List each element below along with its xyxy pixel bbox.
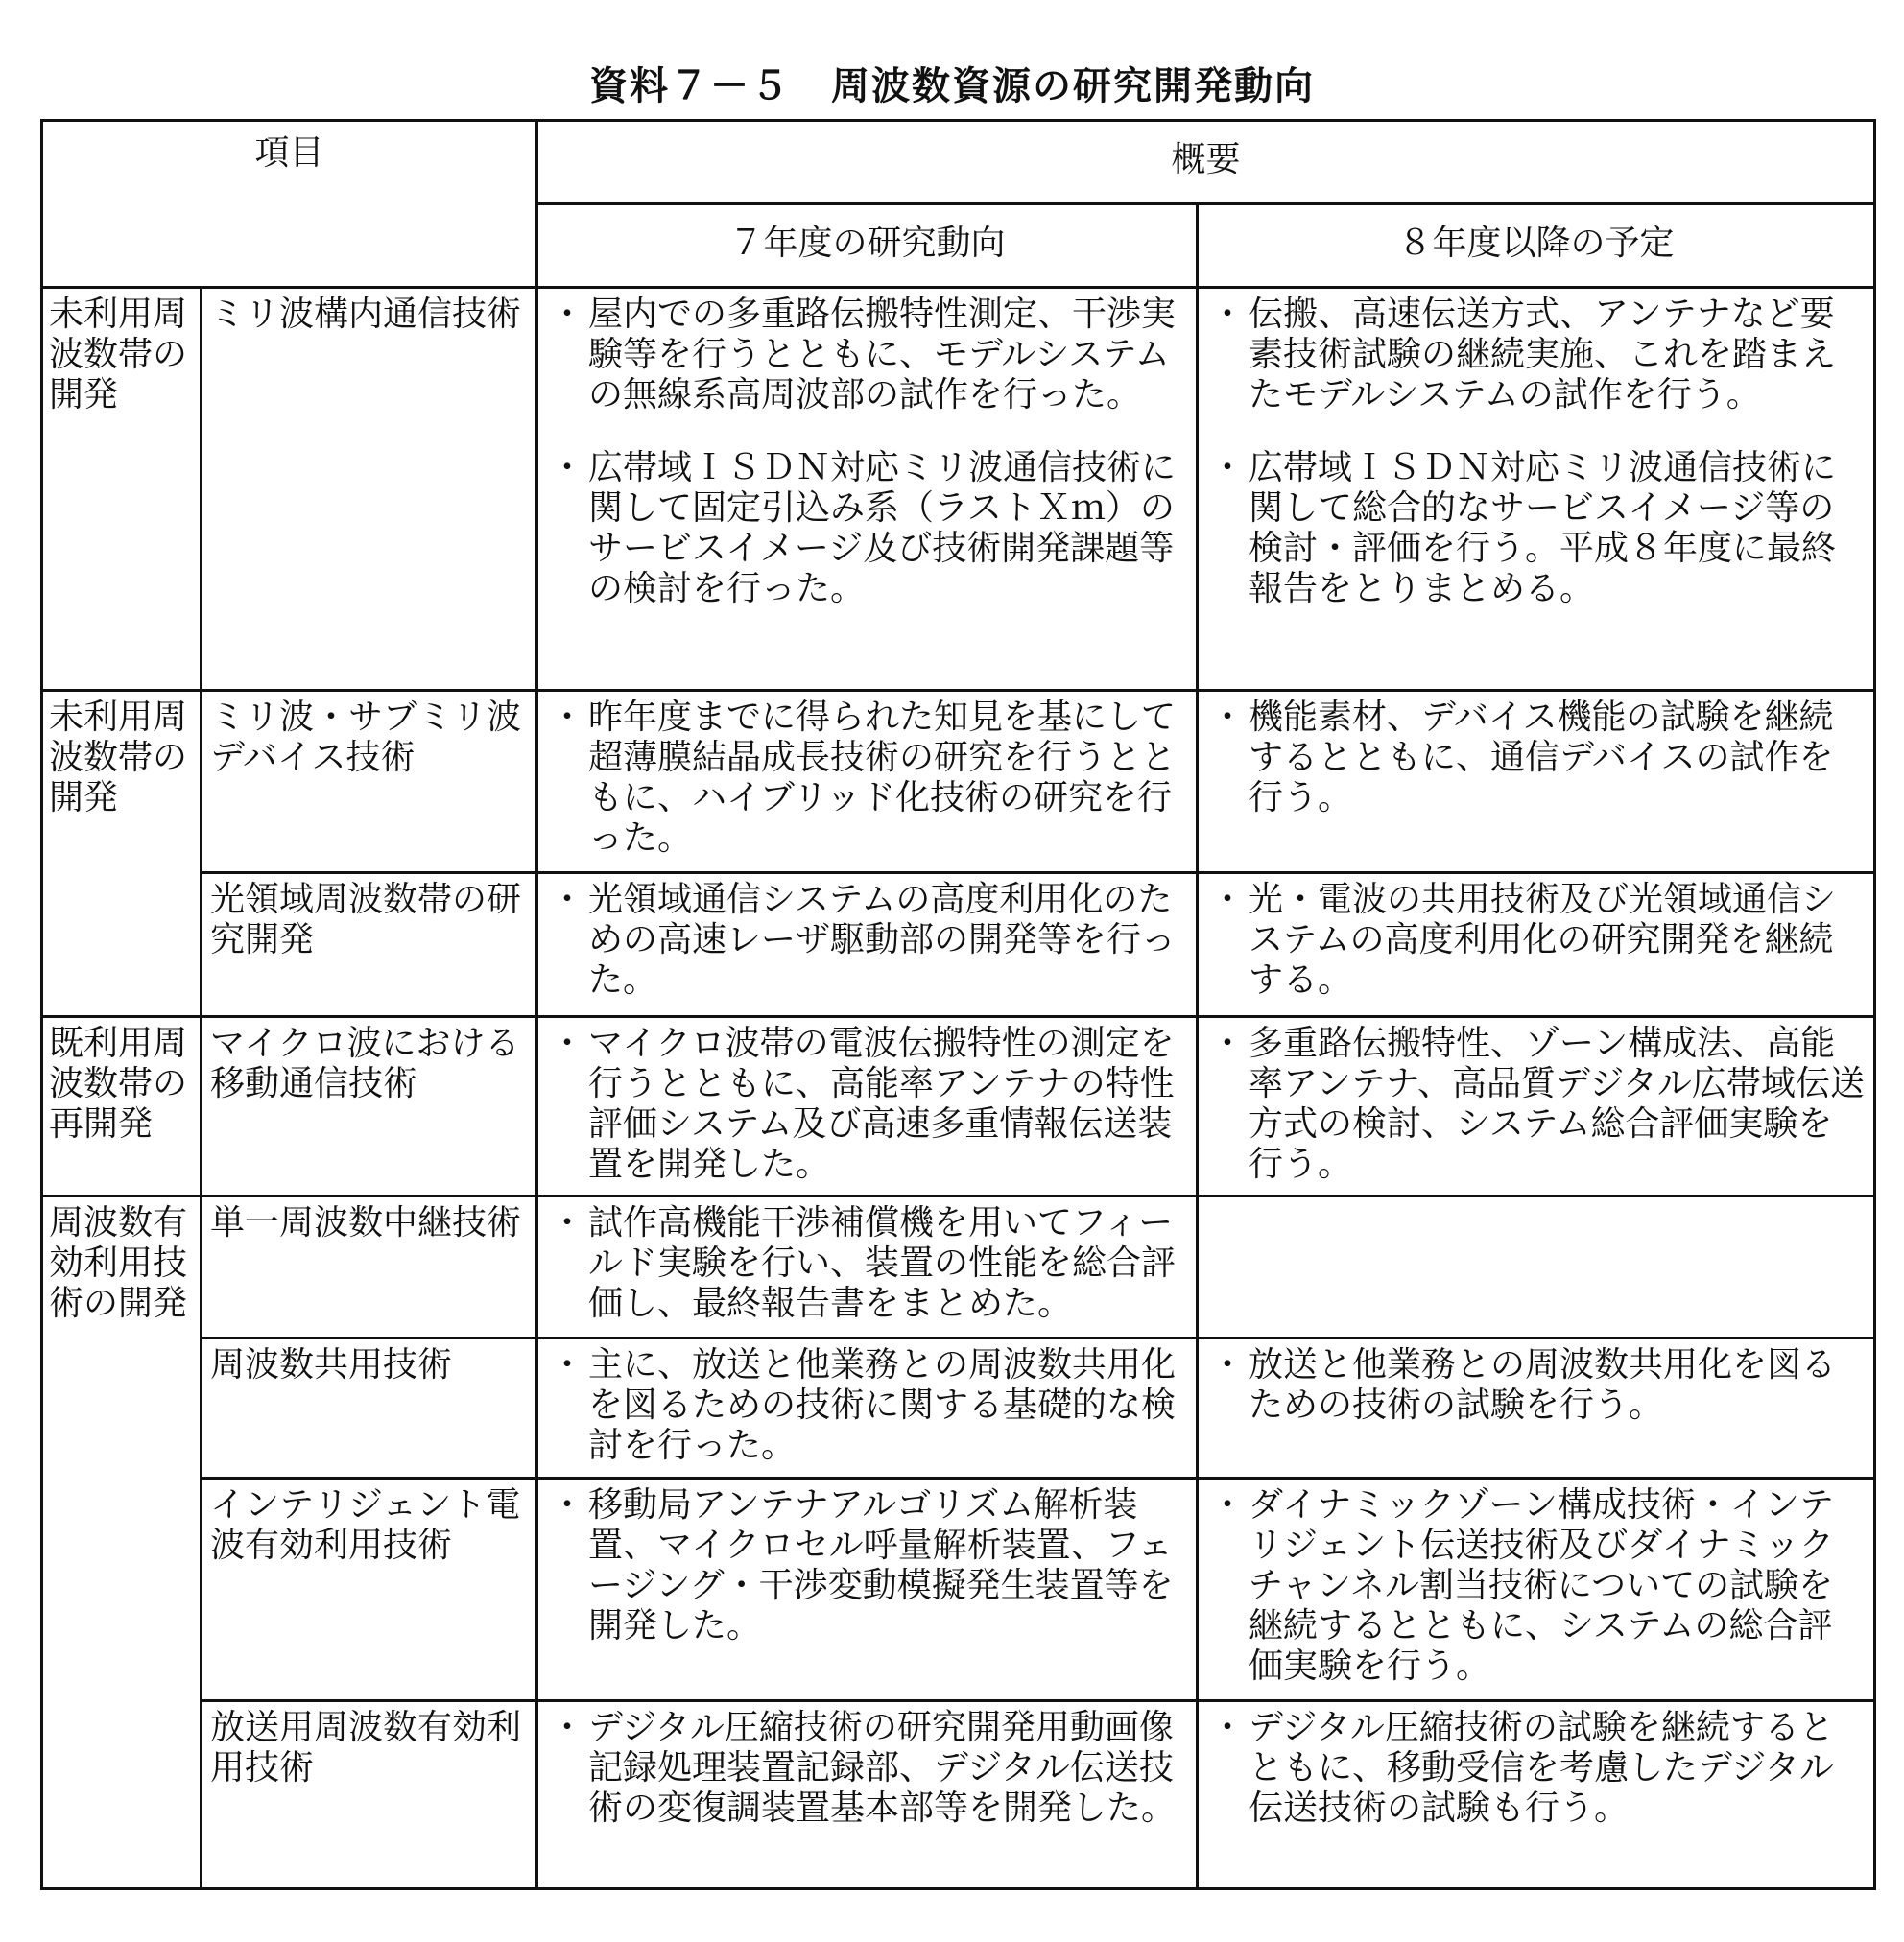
fy8-cell	[1198, 1338, 1875, 1479]
table-row	[42, 1017, 1875, 1196]
bullet-text: 主に、放送と他業務との周波数共用化を図るための技術に関する基礎的な検討を行った。	[588, 1345, 1177, 1465]
table-row	[42, 1479, 1875, 1701]
fy8-cell-empty	[1198, 1196, 1875, 1338]
bullet-text: マイクロ波帯の電波伝搬特性の測定を行うとともに、高能率アンテナの特性評価システム及び高速多重情報伝送装置を開発した。	[588, 1024, 1175, 1184]
bullet-entry	[546, 1708, 1188, 1829]
bullet-mark: ・	[550, 1708, 585, 1747]
category-cell: 周波数有効利用技術の開発	[42, 1196, 202, 1889]
bullet-entry	[1206, 1024, 1866, 1185]
bullet-mark: ・	[1210, 1345, 1246, 1385]
bullet-text: ダイナミックゾーン構成技術・インテリジェント伝送技術及びダイナミックチャンネル割当技術についての試験を継続するとともに、システムの総合評価実験を行う。	[1249, 1485, 1834, 1686]
fy8-cell	[1198, 873, 1875, 1017]
bullet-text: 多重路伝搬特性、ゾーン構成法、高能率アンテナ、高品質デジタル広帯域伝送方式の検討、システム総合評価実験を行う。	[1249, 1024, 1865, 1184]
bullet-text: 放送と他業務との周波数共用化を図るための技術の試験を行う。	[1249, 1345, 1837, 1425]
bullet-entry	[1206, 698, 1866, 818]
bullet-mark: ・	[550, 1345, 585, 1385]
bullet-text: 広帯域ＩＳＤＮ対応ミリ波通信技術に関して総合的なサービスイメージ等の検討・評価を行う。平成８年度に最終報告をとりまとめる。	[1249, 448, 1837, 608]
table-row	[42, 288, 1875, 691]
fy7-cell	[537, 873, 1198, 1017]
bullet-mark: ・	[1210, 1024, 1246, 1063]
item-cell: マイクロ波における移動通信技術	[202, 1017, 537, 1196]
fy8-cell	[1198, 1017, 1875, 1196]
bullet-text: デジタル圧縮技術の試験を継続するとともに、移動受信を考慮したデジタル伝送技術の試験も行う。	[1249, 1708, 1834, 1828]
bullet-mark: ・	[550, 880, 585, 919]
category-cell: 既利用周波数帯の再開発	[42, 1017, 202, 1196]
bullet-text: 屋内での多重路伝搬特性測定、干渉実験等を行うとともに、モデルシステムの無線系高周波部の試作を行った。	[588, 295, 1177, 414]
bullet-entry	[546, 1345, 1188, 1466]
item-cell: 単一周波数中継技術	[202, 1196, 537, 1338]
bullet-text: 移動局アンテナアルゴリズム解析装置、マイクロセル呼量解析装置、フェージング・干渉変動模擬発生装置等を開発した。	[588, 1485, 1174, 1646]
bullet-mark: ・	[1210, 880, 1246, 919]
table-row	[42, 1701, 1875, 1889]
bullet-mark: ・	[550, 1024, 585, 1063]
fy7-cell	[537, 288, 1198, 691]
bullet-mark: ・	[1210, 1485, 1246, 1525]
header-fy7: ７年度の研究動向	[537, 204, 1198, 288]
bullet-entry	[1206, 1485, 1866, 1687]
table-row	[42, 1338, 1875, 1479]
bullet-text: デジタル圧縮技術の研究開発用動画像記録処理装置記録部、デジタル伝送技術の変復調装置基本部等を開発した。	[588, 1708, 1177, 1828]
fy8-cell	[1198, 691, 1875, 873]
bullet-mark: ・	[550, 295, 585, 334]
bullet-entry	[546, 448, 1188, 609]
bullet-entry	[546, 1485, 1188, 1646]
item-cell: ミリ波構内通信技術	[202, 288, 537, 691]
bullet-text: 光領域通信システムの高度利用化のための高速レーザ駆動部の開発等を行った。	[588, 880, 1177, 1000]
item-cell: ミリ波・サブミリ波デバイス技術	[202, 691, 537, 873]
bullet-entry	[546, 880, 1188, 1001]
fy8-cell	[1198, 288, 1875, 691]
header-overview: 概要	[537, 121, 1875, 204]
bullet-entry	[1206, 448, 1866, 609]
fy7-cell	[537, 1196, 1198, 1338]
header-item: 項目	[42, 121, 537, 288]
bullet-mark: ・	[1210, 1708, 1246, 1747]
bullet-mark: ・	[1210, 295, 1246, 334]
fy7-cell	[537, 1479, 1198, 1701]
bullet-text: 試作高機能干渉補償機を用いてフィールド実験を行い、装置の性能を総合評価し、最終報告書をまとめた。	[588, 1203, 1177, 1323]
fy7-cell	[537, 1338, 1198, 1479]
fy8-cell	[1198, 1479, 1875, 1701]
fy8-cell	[1198, 1701, 1875, 1889]
bullet-entry	[546, 295, 1188, 415]
bullet-text: 昨年度までに得られた知見を基にして超薄膜結晶成長技術の研究を行うとともに、ハイブリッド化技術の研究を行った。	[588, 698, 1177, 858]
bullet-entry	[546, 1024, 1188, 1185]
bullet-entry	[546, 1203, 1188, 1324]
bullet-mark: ・	[550, 1203, 585, 1243]
table-row	[42, 873, 1875, 1017]
fy7-cell	[537, 1017, 1198, 1196]
item-cell: 放送用周波数有効利用技術	[202, 1701, 537, 1889]
category-cell: 未利用周波数帯の開発	[42, 288, 202, 691]
bullet-entry	[546, 698, 1188, 859]
bullet-entry	[1206, 1708, 1866, 1829]
header-fy8: ８年度以降の予定	[1198, 204, 1875, 288]
bullet-entry	[1206, 1345, 1866, 1426]
research-table	[40, 119, 1876, 1890]
fy7-cell	[537, 1701, 1198, 1889]
bullet-text: 伝搬、高速伝送方式、アンテナなど要素技術試験の継続実施、これを踏まえたモデルシステムの試作を行う。	[1249, 295, 1837, 414]
bullet-mark: ・	[1210, 698, 1246, 737]
bullet-mark: ・	[1210, 448, 1246, 487]
document-title: 資料７－５ 周波数資源の研究開発動向	[589, 64, 1315, 108]
fy7-cell	[537, 691, 1198, 873]
table-row	[42, 691, 1875, 873]
bullet-entry	[1206, 880, 1866, 1001]
table-row	[42, 1196, 1875, 1338]
item-cell: インテリジェント電波有効利用技術	[202, 1479, 537, 1701]
bullet-text: 広帯域ＩＳＤＮ対応ミリ波通信技術に関して固定引込み系（ラストＸｍ）のサービスイメージ及び技術開発課題等の検討を行った。	[588, 448, 1177, 608]
bullet-text: 光・電波の共用技術及び光領域通信システムの高度利用化の研究開発を継続する。	[1249, 880, 1837, 1000]
item-cell: 光領域周波数帯の研究開発	[202, 873, 537, 1017]
bullet-text: 機能素材、デバイス機能の試験を継続するとともに、通信デバイスの試作を行う。	[1249, 698, 1834, 817]
bullet-mark: ・	[550, 698, 585, 737]
item-cell: 周波数共用技術	[202, 1338, 537, 1479]
bullet-mark: ・	[550, 1485, 585, 1525]
bullet-entry	[1206, 295, 1866, 415]
category-cell: 未利用周波数帯の開発	[42, 691, 202, 1017]
bullet-mark: ・	[550, 448, 585, 487]
